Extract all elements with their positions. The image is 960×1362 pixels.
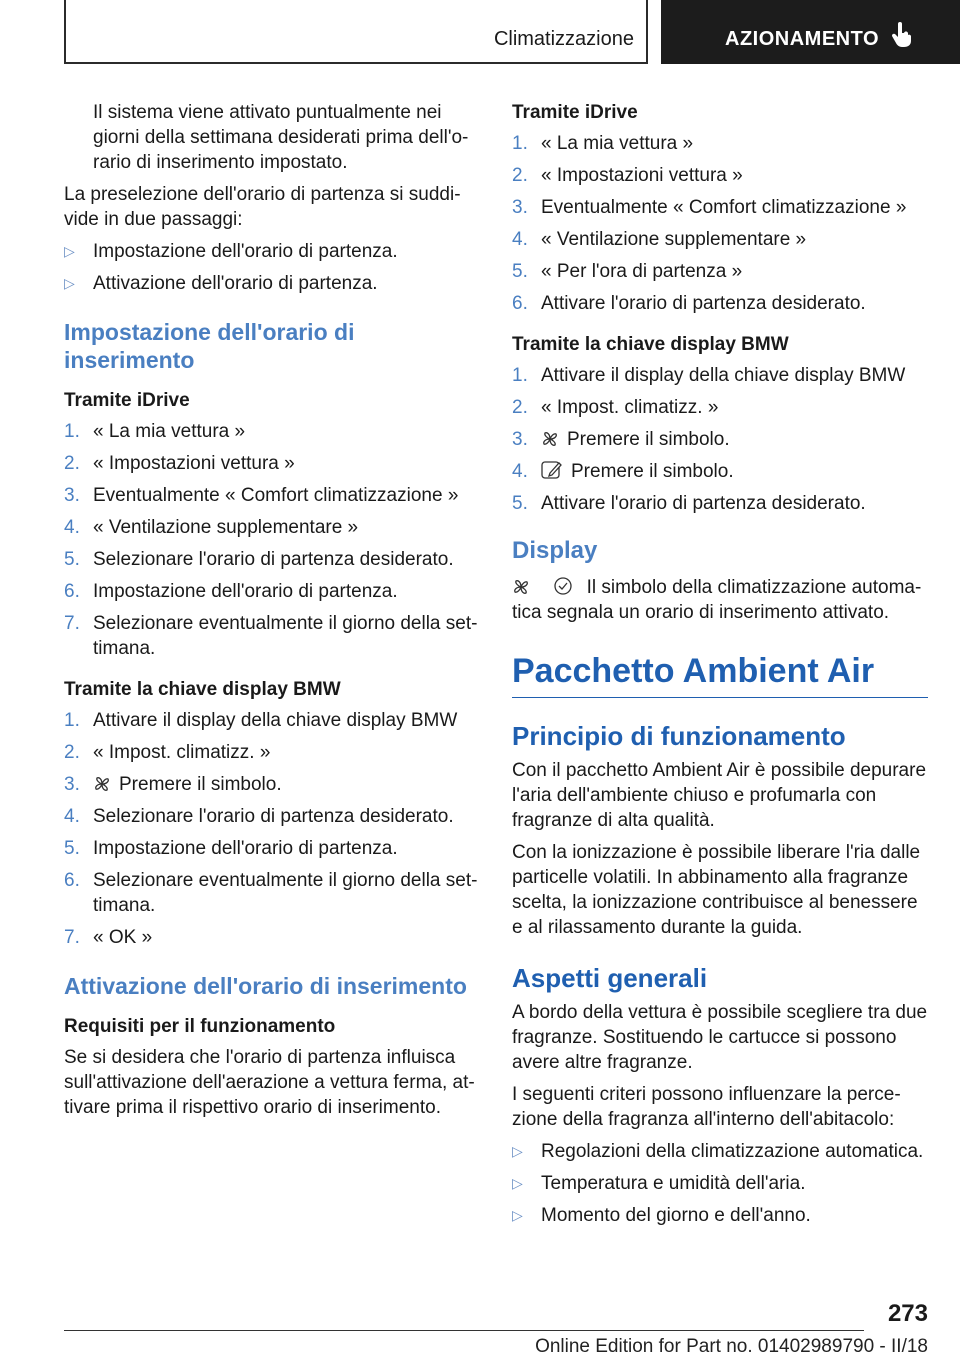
list-item: 3. Premere il simbolo. — [512, 429, 730, 450]
list-item: 5. « Per l'ora di partenza » — [512, 261, 743, 282]
list-item: ▷ Regolazioni della climatizzazione automatica. — [512, 1141, 924, 1162]
header-section-title: Climatizzazione — [493, 28, 634, 50]
steps-list — [64, 239, 480, 296]
principio-p1: Con il pacchetto Ambient Air è possibile depurare l'aria dell'ambiente chiuso e profumarla con fragranze di alta qualità. — [512, 760, 927, 831]
triangle-bullet-icon: ▷ — [512, 1207, 523, 1223]
fan-icon — [93, 775, 111, 793]
list-item: 4. « Ventilazione supplementare » — [64, 517, 359, 538]
list-item: 3. Premere il simbolo. — [64, 774, 282, 795]
criteria-list — [512, 1139, 928, 1228]
list-item: 1. « La mia vettura » — [512, 133, 694, 154]
key-steps-right — [512, 363, 928, 516]
list-item: 3. Eventualmente « Comfort climatizzazione » — [64, 485, 459, 506]
list-item: 3. Eventualmente « Comfort climatizzazione » — [512, 197, 907, 218]
requisiti-text: Se si desidera che l'orario di partenza influisca sull'attivazione dell'aerazione a vettura ferma, attivare prima il rispettivo orario di inserimento. — [64, 1047, 475, 1118]
fan-icon — [541, 430, 559, 448]
heading-aspetti: Aspetti generali — [512, 963, 708, 993]
list-item: 7. « OK » — [64, 927, 153, 948]
left-column — [64, 100, 480, 1127]
subheading-key-right: Tramite la chiave display BMW — [512, 334, 789, 355]
heading-principio: Principio di funzionamento — [512, 721, 846, 751]
aspetti-p2: I seguenti criteri possono influenzare la percezione della fragranza all'interno dell'abitacolo: — [512, 1084, 901, 1130]
display-text: Il simbolo della climatizzazione automatica segnala un orario di inserimento attivato. — [512, 577, 922, 623]
list-item: 5. Attivare l'orario di partenza desiderato. — [512, 493, 866, 514]
key-steps — [64, 708, 480, 950]
list-item: 4. « Ventilazione supplementare » — [512, 229, 807, 250]
list-item: 4. Selezionare l'orario di partenza desiderato. — [64, 806, 454, 827]
heading-impostazione: Impostazione dell'orario di inserimento — [64, 319, 355, 373]
heading-display: Display — [512, 537, 598, 564]
list-item: 5. Impostazione dell'orario di partenza. — [64, 838, 398, 859]
footer-divider — [64, 1330, 864, 1331]
idrive-steps-right — [512, 131, 928, 316]
header-chapter-title: AZIONAMENTO — [725, 28, 880, 50]
heading-ambient-air: Pacchetto Ambient Air — [512, 651, 928, 698]
heading-attivazione: Attivazione dell'orario di inserimento — [64, 973, 467, 999]
list-item: 6. Impostazione dell'orario di partenza. — [64, 581, 398, 602]
subheading-requisiti: Requisiti per il funzionamento — [64, 1016, 336, 1037]
principio-p2: Con la ionizzazione è possibile liberare l'ria dalle particelle volatili. In abbinamento alla fragranze scelta, la ionizzazione contribuisce al benessere e al rilassamento durante la guida. — [512, 842, 921, 938]
page-number: 273 — [887, 1300, 928, 1327]
list-item: 1. Attivare il display della chiave display BMW — [512, 365, 906, 386]
list-item: ▷ Temperatura e umidità dell'aria. — [512, 1173, 806, 1194]
triangle-bullet-icon: ▷ — [64, 275, 75, 291]
triangle-bullet-icon: ▷ — [512, 1143, 523, 1159]
subheading-idrive: Tramite iDrive — [64, 390, 190, 411]
intro-indented: Il sistema viene attivato puntualmente nei giorni della settimana desiderati prima dell'orario di inserimento impostato. — [93, 102, 469, 173]
footer-edition: Online Edition for Part no. 01402989790 - II/18 — [535, 1336, 928, 1357]
edit-icon — [541, 460, 563, 480]
list-item: 2. « Impostazioni vettura » — [512, 165, 743, 186]
list-item: ▷ Momento del giorno e dell'anno. — [512, 1205, 811, 1226]
list-item: ▷ Attivazione dell'orario di partenza. — [64, 273, 378, 294]
list-item: 2. « Impost. climatizz. » — [64, 742, 271, 763]
subheading-key: Tramite la chiave display BMW — [64, 679, 341, 700]
list-item: ▷ Impostazione dell'orario di partenza. — [64, 241, 398, 262]
clock-icon — [553, 576, 573, 596]
triangle-bullet-icon: ▷ — [512, 1175, 523, 1191]
fan-icon — [512, 578, 530, 596]
list-item: 4. Premere il simbolo. — [512, 461, 734, 482]
triangle-bullet-icon: ▷ — [64, 243, 75, 259]
list-item: 7. Selezionare eventualmente il giorno della settimana. — [64, 613, 478, 659]
header-chapter-tab — [661, 0, 960, 64]
aspetti-p1: A bordo della vettura è possibile scegliere tra due fragranze. Sostituendo le cartucce si possono avere altre fragranze. — [512, 1002, 928, 1073]
idrive-steps — [64, 419, 480, 661]
list-item: 2. « Impost. climatizz. » — [512, 397, 719, 418]
intro-text: La preselezione dell'orario di partenza si suddivide in due passaggi: — [64, 184, 461, 230]
list-item: 5. Selezionare l'orario di partenza desiderato. — [64, 549, 454, 570]
hand-pointer-icon — [891, 22, 913, 48]
list-item: 6. Attivare l'orario di partenza desiderato. — [512, 293, 866, 314]
list-item: 6. Selezionare eventualmente il giorno della settimana. — [64, 870, 478, 916]
list-item: 1. « La mia vettura » — [64, 421, 246, 442]
list-item: 2. « Impostazioni vettura » — [64, 453, 295, 474]
right-column — [512, 100, 928, 1236]
list-item: 1. Attivare il display della chiave display BMW — [64, 710, 458, 731]
subheading-idrive-right: Tramite iDrive — [512, 102, 638, 123]
